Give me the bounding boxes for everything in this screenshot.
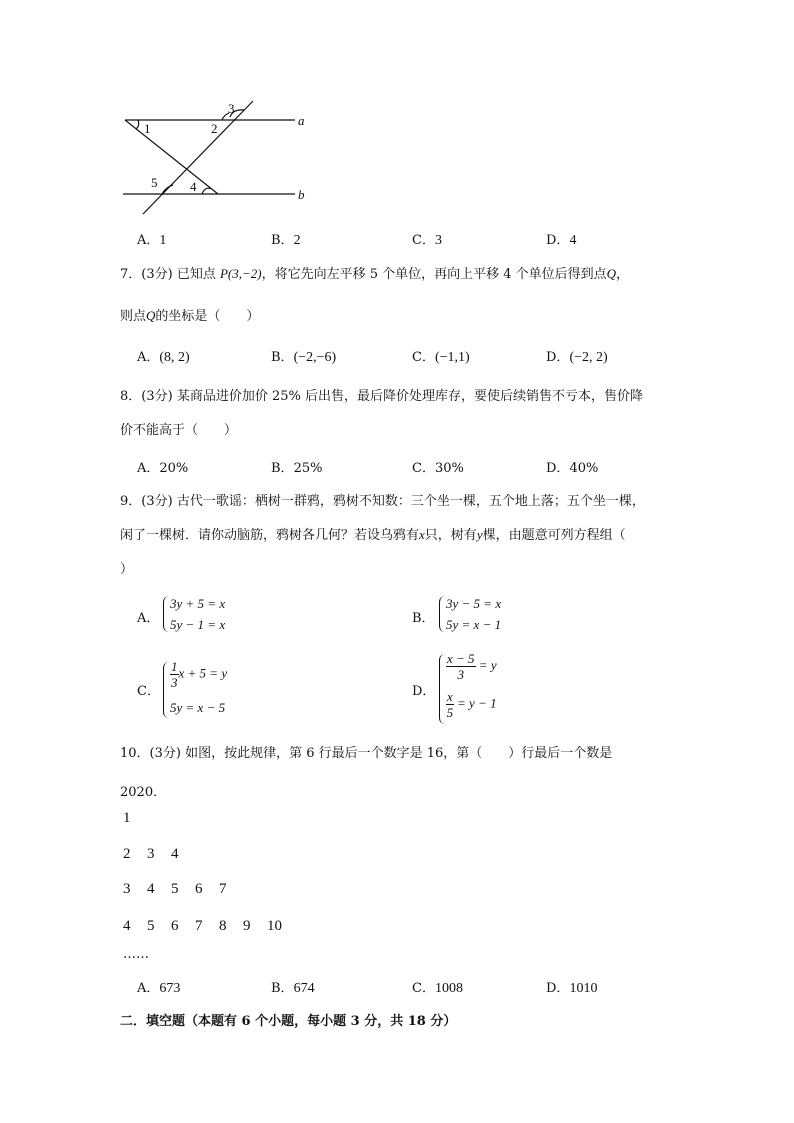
q9-stem-line1: 9．(3分) 古代一歌谣：栖树一群鸦，鸦树不知数：三个坐一棵，五个地上落；五个坐一棵， xyxy=(120,494,645,509)
equation: 5y − 1 = x xyxy=(170,617,226,632)
q6-option-b[interactable]: B．2 xyxy=(271,233,301,248)
q8-option-c[interactable]: C．30% xyxy=(412,461,464,476)
section-title-fill-in: 二．填空题（本题有 6 个小题，每小题 3 分，共 18 分） xyxy=(120,1014,457,1029)
fraction: $\frac{x}{5}$ xyxy=(446,689,454,720)
line-label-a: a xyxy=(298,113,305,128)
q7-stem-line1: 7．(3分) 已知点 P(3,−2)，将它先向左平移 5 个单位，再向上平移 4 个单位后得到点Q， xyxy=(120,266,630,282)
q8-option-d[interactable]: D．40% xyxy=(546,461,599,476)
number-row-3 xyxy=(123,881,243,898)
angle-arc-4 xyxy=(202,188,212,194)
row-number: 3 xyxy=(147,846,155,862)
q10-option-d[interactable]: D．1010 xyxy=(546,981,598,996)
row-number: 4 xyxy=(147,881,155,897)
fraction: $\frac{x - 5}{3}$ xyxy=(447,651,475,682)
number-row-4 xyxy=(123,918,291,935)
q9-option-d-letter[interactable]: D． xyxy=(412,684,436,699)
row-number: 10 xyxy=(267,918,282,934)
equation: $\frac{x - 5}{3}$ = y xyxy=(447,651,497,682)
angle-label-1: 1 xyxy=(144,121,151,136)
row-number: 7 xyxy=(195,918,203,934)
transversal-1 xyxy=(125,120,218,194)
brace-c xyxy=(163,662,169,718)
equation: 5y = x − 1 xyxy=(446,617,502,632)
q7-option-c[interactable]: C．(−1,1) xyxy=(412,350,470,365)
angle-label-3: 3 xyxy=(228,101,235,116)
row-number: 5 xyxy=(147,918,155,934)
q6-option-d[interactable]: D．4 xyxy=(546,233,577,248)
angle-label-5: 5 xyxy=(151,175,158,190)
transversal-2 xyxy=(143,101,253,214)
q7-stem-line2: 则点Q的坐标是（ ） xyxy=(120,308,260,324)
ellipsis: …… xyxy=(123,947,149,962)
row-number: 6 xyxy=(195,881,203,897)
q6-option-c[interactable]: C．3 xyxy=(412,233,442,248)
point-p: P(3,−2) xyxy=(219,266,262,281)
q7-option-d[interactable]: D．(−2, 2) xyxy=(546,350,608,365)
q8-stem-line1: 8．(3分) 某商品进价加价 25% 后出售，最后降价处理库存，要使后续销售不亏本，售价降 xyxy=(120,389,643,404)
line-label-b: b xyxy=(298,187,305,202)
equation: 5y = x − 5 xyxy=(170,700,226,715)
angle-label-4: 4 xyxy=(190,179,197,194)
equation: $\frac{1}{3}$ x + 5 = y xyxy=(171,659,228,690)
row-number: 4 xyxy=(123,918,131,934)
row-number: 6 xyxy=(171,918,179,934)
q9-option-a-letter[interactable]: A． xyxy=(137,611,160,626)
angle-arc-1 xyxy=(136,120,139,129)
q8-option-b[interactable]: B．25% xyxy=(271,461,323,476)
row-number: 5 xyxy=(171,881,179,897)
brace-d xyxy=(439,654,445,724)
q9-option-c-letter[interactable]: C． xyxy=(137,684,160,699)
number-row-2 xyxy=(123,846,195,863)
q10-stem-line2: 2020． xyxy=(120,785,167,800)
q10-option-b[interactable]: B．674 xyxy=(271,981,315,996)
q8-stem-line2: 价不能高于（ ） xyxy=(120,423,238,438)
q9-option-b-letter[interactable]: B． xyxy=(412,611,435,626)
number-row-1 xyxy=(123,810,147,827)
row-number: 8 xyxy=(219,918,227,934)
q9-stem-line3: ） xyxy=(120,562,134,577)
row-number: 3 xyxy=(123,881,131,897)
q10-option-a[interactable]: A．673 xyxy=(137,981,181,996)
angle-label-2: 2 xyxy=(211,121,218,136)
q10-option-c[interactable]: C．1008 xyxy=(412,981,463,996)
geometry-figure xyxy=(110,95,325,220)
fraction: $\frac{1}{3}$ xyxy=(171,659,178,690)
equation: 3y − 5 = x xyxy=(446,596,502,611)
equation: 3y + 5 = x xyxy=(170,596,226,611)
brace-a xyxy=(163,596,169,632)
q7-option-a[interactable]: A．(8, 2) xyxy=(137,350,190,365)
row-number: 7 xyxy=(219,881,227,897)
q8-option-a[interactable]: A．20% xyxy=(137,461,189,476)
q9-stem-line2: 闲了一棵树．请你动脑筋，鸦树各几何？若设乌鸦有x只，树有y棵，由题意可列方程组（ xyxy=(120,527,626,543)
row-number: 9 xyxy=(243,918,251,934)
brace-b xyxy=(439,596,445,632)
q10-stem-line1: 10．(3分) 如图，按此规律，第 6 行最后一个数字是 16，第（ ）行最后一个数是 xyxy=(120,746,613,761)
equation: $\frac{x}{5}$ = y − 1 xyxy=(446,689,497,720)
row-number: 2 xyxy=(123,846,131,862)
row-number: 1 xyxy=(123,810,131,826)
q6-option-a[interactable]: A．1 xyxy=(137,233,167,248)
q7-option-b[interactable]: B．(−2,−6) xyxy=(271,350,337,365)
row-number: 4 xyxy=(171,846,179,862)
